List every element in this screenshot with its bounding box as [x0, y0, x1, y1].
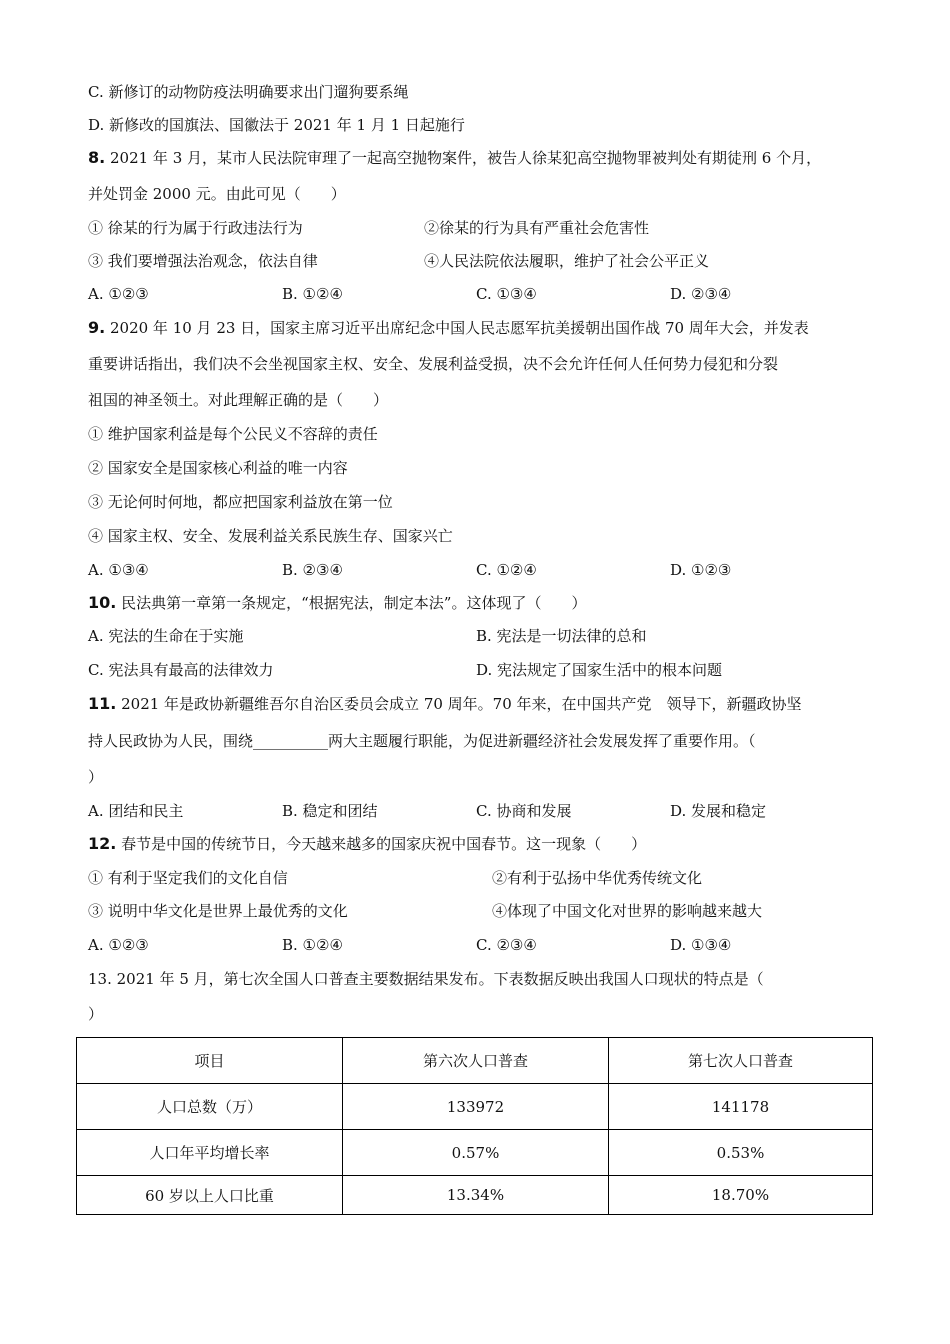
q9-stem-line2: 重要讲话指出，我们决不会坐视国家主权、安全、发展利益受损，决不会允许任何人任何势力侵犯和分裂 — [88, 355, 779, 373]
q9-statement-2: ② 国家安全是国家核心利益的唯一内容 — [88, 459, 348, 477]
q8-option-a: A. ①②③ — [88, 285, 149, 303]
table-cell: 13.34% — [343, 1176, 609, 1215]
q9-number: 9. — [88, 318, 106, 337]
q10-option-a: A. 宪法的生命在于实施 — [88, 627, 244, 645]
q9-option-b: B. ②③④ — [282, 561, 343, 579]
q9-option-a: A. ①③④ — [88, 561, 149, 579]
q8-statement-3: ③ 我们要增强法治观念，依法自律 — [88, 252, 318, 270]
q10-option-c: C. 宪法具有最高的法律效力 — [88, 661, 274, 679]
table-row — [77, 1176, 873, 1215]
q8-stem-line2: 并处罚金 2000 元。由此可见（ ） — [88, 185, 346, 203]
q12-option-d: D. ①③④ — [670, 936, 732, 954]
q8-statement-2: ②徐某的行为具有严重社会危害性 — [424, 219, 650, 237]
q12-option-a: A. ①②③ — [88, 936, 149, 954]
census-table — [76, 1037, 873, 1215]
q10-stem: 10. 民法典第一章第一条规定，“根据宪法，制定本法”。这体现了（ ） — [88, 593, 587, 612]
q12-stem: 12. 春节是中国的传统节日，今天越来越多的国家庆祝中国春节。这一现象（ ） — [88, 834, 647, 853]
q11-stem-line1: 11. 2021 年是政协新疆维吾尔自治区委员会成立 70 周年。70 年来，在中国共产党 领导下，新疆政协坚 — [88, 694, 802, 713]
q13-stem-line1: 13. 2021 年 5 月，第七次全国人口普查主要数据结果发布。下表数据反映出我国人口现状的特点是（ — [88, 970, 764, 988]
q8-option-b: B. ①②④ — [282, 285, 343, 303]
q8-number: 8. — [88, 148, 106, 167]
q9-statement-3: ③ 无论何时何地，都应把国家利益放在第一位 — [88, 493, 393, 511]
q12-number: 12. — [88, 834, 117, 853]
q11-stem-line3: ） — [88, 768, 104, 786]
table-cell: 0.57% — [343, 1130, 609, 1176]
q9-option-d: D. ①②③ — [670, 561, 732, 579]
table-row — [77, 1084, 873, 1130]
q11-option-b: B. 稳定和团结 — [282, 802, 378, 820]
table-row — [77, 1130, 873, 1176]
q11-option-c: C. 协商和发展 — [476, 802, 572, 820]
q7-option-d: D. 新修改的国旗法、国徽法于 2021 年 1 月 1 日起施行 — [88, 116, 465, 134]
q12-option-b: B. ①②④ — [282, 936, 343, 954]
q12-option-c: C. ②③④ — [476, 936, 537, 954]
table-header-row — [77, 1038, 873, 1084]
q9-stem-line3: 祖国的神圣领土。对此理解正确的是（ ） — [88, 391, 389, 409]
q10-option-b: B. 宪法是一切法律的总和 — [476, 627, 647, 645]
table-header-cell: 项目 — [77, 1038, 343, 1084]
table-cell: 60 岁以上人口比重 — [77, 1176, 343, 1215]
table-header-cell: 第七次人口普查 — [609, 1038, 873, 1084]
q8-statement-1: ① 徐某的行为属于行政违法行为 — [88, 219, 303, 237]
q8-statement-4: ④人民法院依法履职，维护了社会公平正义 — [424, 252, 710, 270]
table-cell: 141178 — [609, 1084, 873, 1130]
q9-statement-1: ① 维护国家利益是每个公民义不容辞的责任 — [88, 425, 378, 443]
q9-statement-4: ④ 国家主权、安全、发展利益关系民族生存、国家兴亡 — [88, 527, 453, 545]
table-cell: 133972 — [343, 1084, 609, 1130]
table-cell: 人口总数（万） — [77, 1084, 343, 1130]
table-cell: 人口年平均增长率 — [77, 1130, 343, 1176]
q11-number: 11. — [88, 694, 117, 713]
table-cell: 18.70% — [609, 1176, 873, 1215]
q8-option-c: C. ①③④ — [476, 285, 537, 303]
q8-stem-line1: 8. 2021 年 3 月，某市人民法院审理了一起高空抛物案件，被告人徐某犯高空抛物罪被判处有期徒刑 6 个月， — [88, 148, 822, 167]
q11-option-d: D. 发展和稳定 — [670, 802, 767, 820]
q12-statement-4: ④体现了中国文化对世界的影响越来越大 — [492, 902, 763, 920]
q10-number: 10. — [88, 593, 117, 612]
q9-stem-line1: 9. 2020 年 10 月 23 日，国家主席习近平出席纪念中国人民志愿军抗美援朝出国作战 70 周年大会，并发表 — [88, 318, 809, 337]
q11-stem-line2: 持人民政协为人民，围绕__________两大主题履行职能，为促进新疆经济社会发展发挥了重要作用。（ — [88, 732, 756, 750]
q7-option-c: C. 新修订的动物防疫法明确要求出门遛狗要系绳 — [88, 83, 409, 101]
table-cell: 0.53% — [609, 1130, 873, 1176]
q8-option-d: D. ②③④ — [670, 285, 732, 303]
q10-option-d: D. 宪法规定了国家生活中的根本问题 — [476, 661, 723, 679]
q12-statement-3: ③ 说明中华文化是世界上最优秀的文化 — [88, 902, 348, 920]
q13-stem-line2: ） — [88, 1005, 104, 1023]
q11-option-a: A. 团结和民主 — [88, 802, 184, 820]
q9-option-c: C. ①②④ — [476, 561, 537, 579]
table-header-cell: 第六次人口普查 — [343, 1038, 609, 1084]
q12-statement-2: ②有利于弘扬中华优秀传统文化 — [492, 869, 703, 887]
q12-statement-1: ① 有利于坚定我们的文化自信 — [88, 869, 288, 887]
